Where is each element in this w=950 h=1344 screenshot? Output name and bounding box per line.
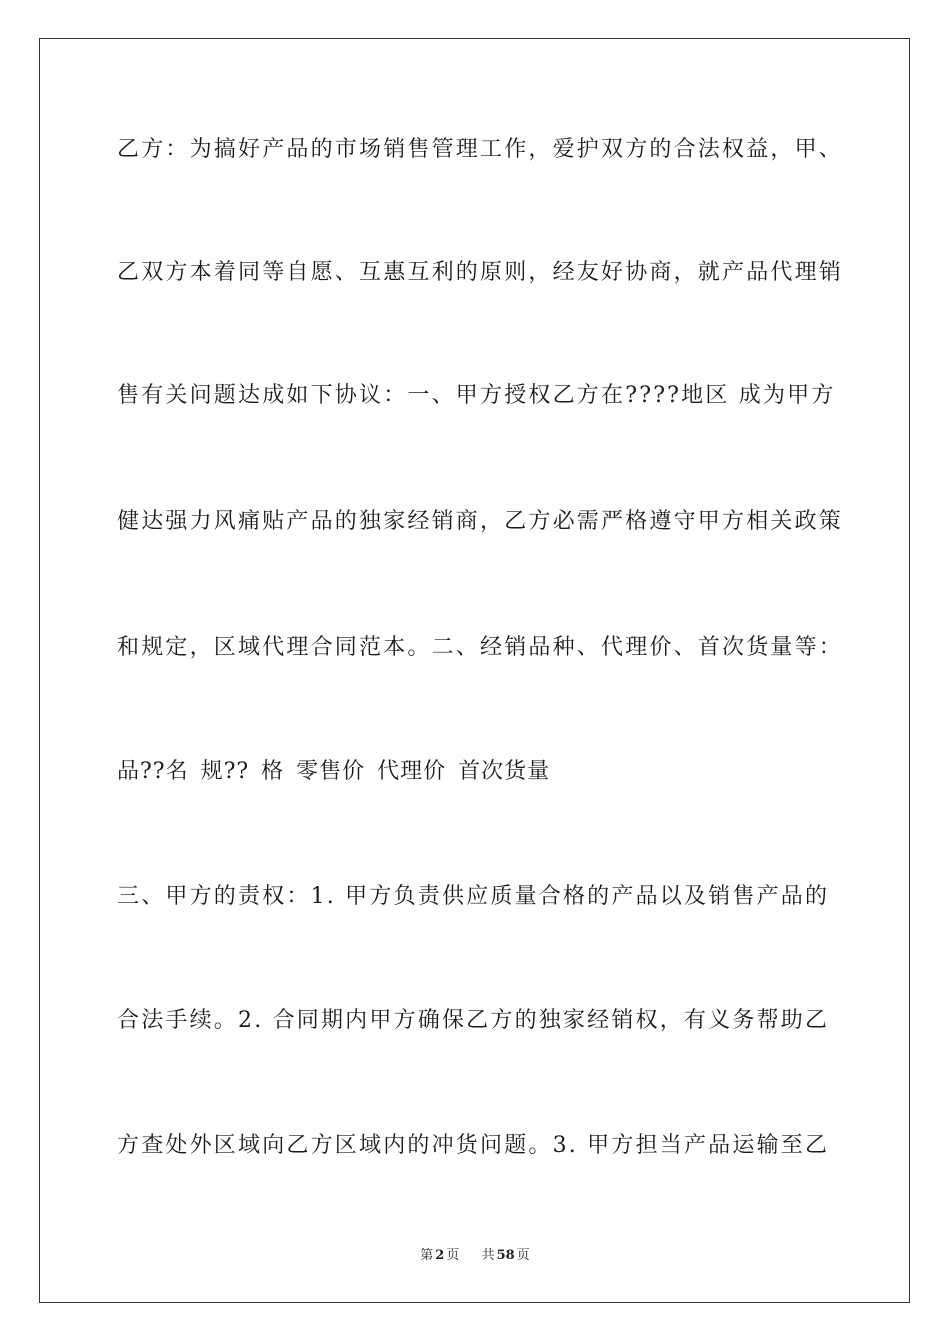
paragraph-line: 方查处外区域向乙方区域内的冲货问题。3. 甲方担当产品运输至乙 [117,1133,830,1158]
total-pages: 58 [496,1248,515,1263]
page-number: 2 [435,1248,445,1263]
page-footer [0,1247,950,1265]
total-suffix: 页 [516,1248,530,1263]
paragraph-line: 和规定，区域代理合同范本。二、经销品种、代理价、首次货量等： [117,635,844,660]
paragraph-line: 乙双方本着同等自愿、互惠互利的原则，经友好协商，就产品代理销 [117,260,844,285]
paragraph-line: 合法手续。2. 合同期内甲方确保乙方的独家经销权，有义务帮助乙 [117,1008,830,1033]
page-border [39,38,910,1303]
paragraph-line: 乙方：为搞好产品的市场销售管理工作，爱护双方的合法权益，甲、 [117,137,844,162]
total-prefix: 共 [481,1248,495,1263]
paragraph-line: 健达强力风痛贴产品的独家经销商，乙方必需严格遵守甲方相关政策 [117,509,844,534]
page-suffix: 页 [446,1248,460,1263]
product-spec-line: 品??名 规?? 格 零售价 代理价 首次货量 [117,759,551,784]
paragraph-line: 三、甲方的责权：1. 甲方负责供应质量合格的产品以及销售产品的 [117,884,830,909]
paragraph-line: 售有关问题达成如下协议：一、甲方授权乙方在????地区 成为甲方 [117,383,836,408]
page-prefix: 第 [420,1248,434,1263]
